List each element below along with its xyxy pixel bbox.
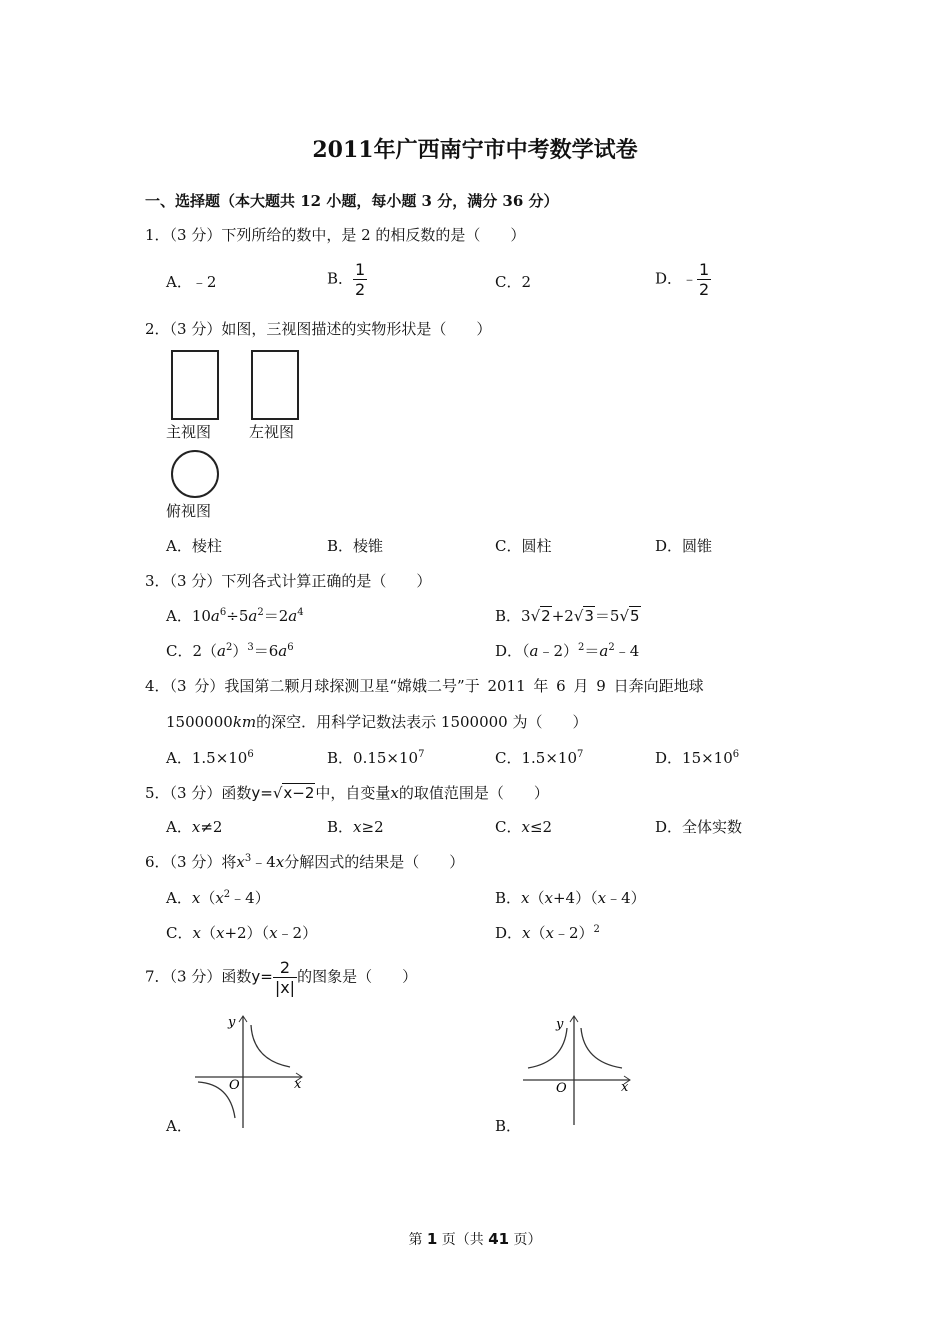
text: ＝5 — [594, 607, 620, 625]
text: ≠2 — [200, 818, 223, 836]
var: a — [278, 642, 288, 660]
q1-option-d-label: D．﹣ — [655, 269, 698, 288]
footer-text: 第 — [408, 1232, 427, 1248]
var: x — [521, 889, 530, 907]
q3-option-c — [166, 640, 294, 661]
y-axis-label: y — [556, 1017, 564, 1032]
text: 6．（3 分）将 — [145, 853, 237, 871]
q7-graph-a — [190, 1010, 310, 1130]
page-footer — [0, 1229, 950, 1249]
q7-option-a: A． — [166, 1117, 192, 1135]
text: （ — [200, 889, 216, 907]
q6-option-c — [166, 922, 317, 943]
q4-option-a — [166, 747, 254, 768]
var: a — [210, 607, 220, 625]
left-view-label: 左视图 — [249, 423, 295, 441]
text: ﹣4） — [230, 889, 270, 907]
exp: 3 — [244, 853, 252, 864]
text: ﹣2） — [553, 924, 594, 942]
question-4-line-1: 4．（3 分）我国第二颗月球探测卫星“嫦娥二号”于 2011 年 6 月 9 日奔向距地球 — [145, 677, 704, 695]
var: a — [288, 607, 298, 625]
text: 中，自变量 — [315, 784, 391, 802]
exp: 6 — [219, 607, 227, 618]
text: ≥2 — [361, 818, 384, 836]
fraction-denominator: |x| — [274, 978, 296, 997]
text: D． — [495, 924, 523, 942]
q1-option-b-label: B． — [327, 269, 354, 288]
var: x — [544, 889, 553, 907]
text: ≤2 — [529, 818, 553, 836]
text: 5．（3 分）函数 — [145, 784, 252, 802]
text: B． — [495, 889, 522, 907]
function-y: y= — [251, 967, 273, 986]
var: x — [192, 924, 201, 942]
q2-option-c: C．圆柱 — [495, 537, 552, 555]
var: x — [236, 853, 245, 871]
q3-option-d — [495, 640, 639, 661]
question-6-stem — [145, 851, 464, 872]
question-2-stem: 2．（3 分）如图，三视图描述的实物形状是（ ） — [145, 320, 492, 338]
text: +2）（ — [224, 924, 270, 942]
fraction-numerator: 1 — [355, 260, 366, 279]
x-axis-label: x — [621, 1080, 629, 1095]
fraction-denominator: 2 — [355, 280, 366, 299]
section-heading: 一、选择题（本大题共 12 小题，每小题 3 分，满分 36 分） — [145, 192, 559, 210]
exp: 6 — [732, 749, 740, 760]
var: a — [248, 607, 258, 625]
q1-option-c: C．2 — [495, 273, 532, 291]
exp: 2 — [593, 924, 600, 935]
q1-option-d — [655, 260, 711, 299]
exp: 2 — [608, 642, 615, 653]
text: D．（ — [495, 642, 530, 660]
question-3-stem: 3．（3 分）下列各式计算正确的是（ ） — [145, 572, 432, 590]
text: C． — [166, 924, 193, 942]
radicand: 5 — [630, 607, 640, 625]
exp: 6 — [247, 749, 254, 760]
var: x — [522, 924, 531, 942]
y-axis-label: y — [228, 1015, 236, 1030]
footer-text: 页（共 — [437, 1232, 489, 1248]
text: 的取值范围是（ ） — [398, 784, 549, 802]
left-view-rectangle — [251, 350, 299, 420]
q5-option-c — [495, 816, 552, 837]
q1-option-b — [327, 260, 367, 299]
text: ＝ — [584, 642, 600, 660]
origin-label: O — [556, 1081, 567, 1096]
radicand: 3 — [584, 607, 594, 625]
page-title: 2011年广西南宁市中考数学试卷 — [312, 137, 638, 163]
text: 的图象是（ ） — [297, 967, 418, 986]
question-5-stem — [145, 782, 549, 803]
q4-option-d — [655, 747, 739, 768]
text: A． — [166, 818, 192, 836]
var: x — [191, 889, 201, 907]
q6-option-a — [166, 887, 270, 908]
q2-option-d: D．圆锥 — [655, 537, 713, 555]
text: B． — [327, 818, 354, 836]
text: ﹣4） — [606, 889, 646, 907]
text: ） — [232, 642, 248, 660]
question-4-line-2 — [166, 711, 587, 732]
q3-option-a — [166, 605, 304, 626]
fraction-numerator: 2 — [273, 958, 297, 978]
exp: 2 — [223, 889, 231, 900]
text: D．15×10 — [655, 749, 733, 767]
var: x — [269, 924, 278, 942]
q4-option-b — [327, 747, 424, 768]
fraction-numerator: 1 — [699, 260, 710, 279]
sqrt: √5 — [619, 607, 640, 625]
q3-option-b — [495, 605, 641, 626]
q4-option-c — [495, 747, 583, 768]
text: C． — [495, 818, 522, 836]
text: 的深空．用科学记数法表示 1500000 为（ ） — [256, 713, 588, 731]
text: +2 — [551, 607, 574, 625]
radicand: 2 — [541, 607, 551, 625]
text: 7．（3 分）函数 — [145, 967, 252, 986]
text: ＝6 — [253, 642, 279, 660]
exp: 6 — [287, 642, 294, 653]
text: C．2（ — [166, 642, 218, 660]
exp: 4 — [297, 607, 304, 618]
text: ＝2 — [263, 607, 289, 625]
function-y: y= — [251, 784, 273, 802]
text: C．1.5×10 — [495, 749, 577, 767]
top-view-circle — [171, 450, 219, 498]
var: x — [353, 818, 362, 836]
var: x — [275, 853, 285, 871]
exp: 7 — [418, 749, 425, 760]
text: （ — [200, 924, 216, 942]
q1-option-d-fraction — [697, 260, 711, 299]
exp: 2 — [225, 642, 233, 653]
text: （ — [529, 889, 545, 907]
front-view-label: 主视图 — [166, 423, 212, 441]
text: （ — [530, 924, 546, 942]
q5-option-a — [166, 816, 222, 837]
var: a — [599, 642, 609, 660]
sqrt: √2 — [530, 607, 551, 625]
q1-option-a: A．﹣2 — [166, 273, 217, 291]
exp: 7 — [577, 749, 584, 760]
var: x — [215, 924, 225, 942]
curve-quadrant-1 — [251, 1025, 290, 1067]
exp: 3 — [247, 642, 254, 653]
text: A．10 — [166, 607, 211, 625]
text: A． — [166, 889, 192, 907]
text: 分解因式的结果是（ ） — [284, 853, 465, 871]
q7-fraction — [273, 958, 297, 997]
page-total: 41 — [488, 1230, 510, 1248]
text: B．3 — [495, 607, 531, 625]
curve-quadrant-1 — [581, 1028, 622, 1068]
q7-option-b: B． — [495, 1117, 522, 1135]
question-7-stem — [145, 958, 417, 997]
text: ﹣2） — [277, 924, 318, 942]
page-number: 1 — [426, 1230, 438, 1248]
var: a — [217, 642, 226, 660]
exp: 2 — [578, 642, 585, 653]
var: x — [521, 818, 530, 836]
q2-option-a: A．棱柱 — [166, 537, 222, 555]
var: a — [529, 642, 539, 660]
origin-label: O — [229, 1078, 240, 1093]
var: x — [545, 924, 554, 942]
text: ﹣4 — [614, 642, 640, 660]
radicand: x−2 — [283, 784, 315, 802]
q6-option-d — [495, 922, 600, 943]
text: ﹣4 — [251, 853, 276, 871]
q2-option-b: B．棱锥 — [327, 537, 384, 555]
q5-option-b — [327, 816, 384, 837]
curve-quadrant-2 — [528, 1028, 567, 1068]
unit: km — [232, 713, 257, 731]
sqrt: √3 — [573, 607, 594, 625]
front-view-rectangle — [171, 350, 219, 420]
q7-graph-b — [518, 1010, 638, 1130]
question-1-stem: 1．（3 分）下列所给的数中，是 2 的相反数的是（ ） — [145, 226, 526, 244]
text: A．1.5×10 — [166, 749, 248, 767]
text: B．0.15×10 — [327, 749, 419, 767]
text: ÷5 — [226, 607, 249, 625]
q1-option-b-fraction — [353, 260, 367, 299]
text: ﹣2） — [538, 642, 579, 660]
var: x — [597, 889, 607, 907]
var: x — [215, 889, 224, 907]
exp: 2 — [257, 607, 264, 618]
footer-text: 页） — [509, 1232, 542, 1248]
text: +4）（ — [552, 889, 598, 907]
sqrt: √x−2 — [272, 784, 315, 802]
text: 1500000 — [166, 713, 233, 731]
q5-option-d: D．全体实数 — [655, 818, 743, 836]
x-axis-label: x — [294, 1077, 302, 1092]
var: x — [390, 784, 399, 802]
var: x — [191, 818, 201, 836]
fraction-denominator: 2 — [699, 280, 710, 299]
q6-option-b — [495, 887, 646, 908]
top-view-label: 俯视图 — [166, 502, 212, 520]
